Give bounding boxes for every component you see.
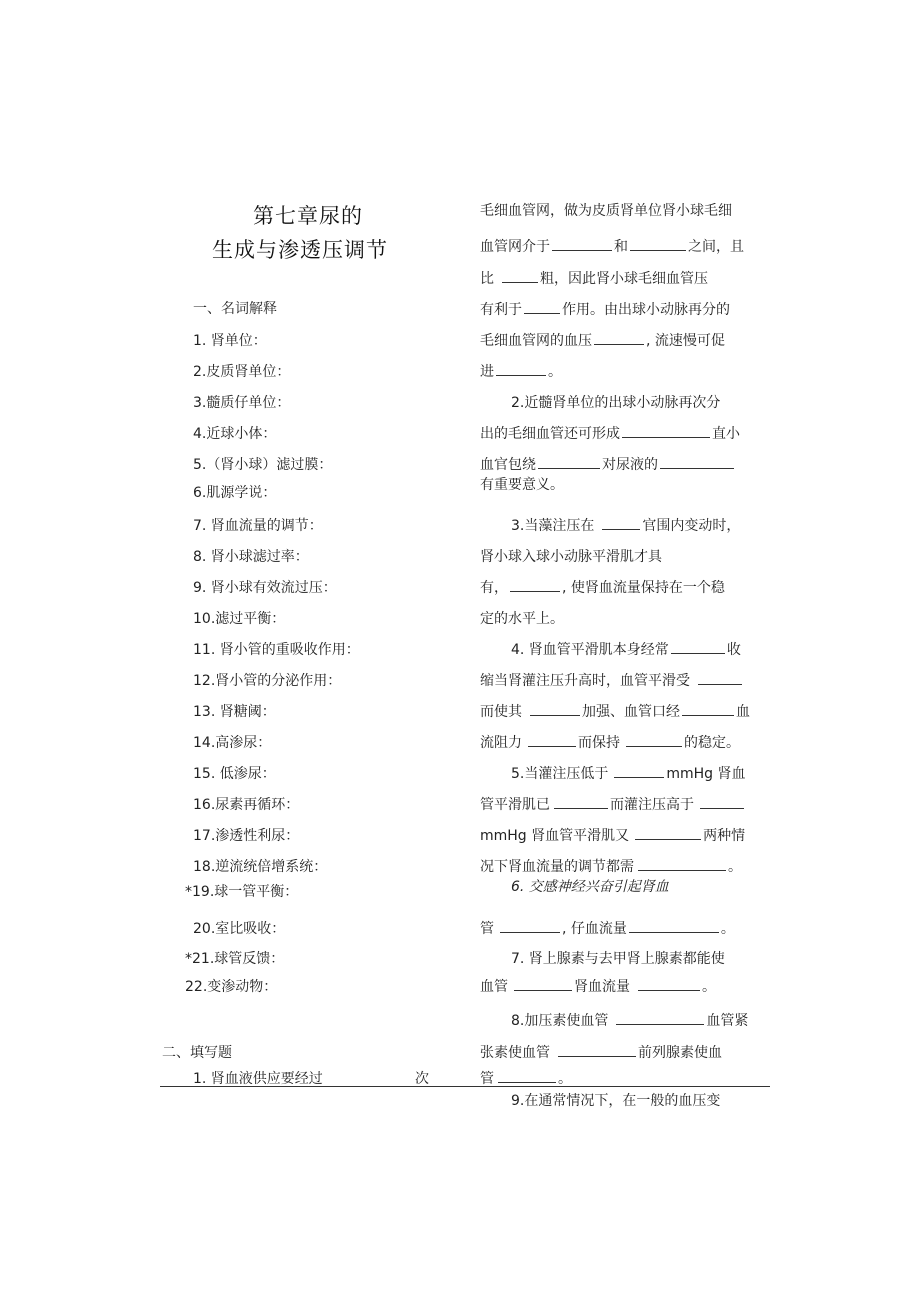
term-item: *21.球管反馈： — [185, 951, 285, 967]
fill-question-1: 1. 肾血液供应要经过 — [193, 1071, 323, 1087]
right-line: 流阻力 而保持 的稳定。 — [480, 732, 740, 752]
right-line: 血官包绕 对尿液的 — [480, 454, 736, 474]
answer-blank — [616, 1010, 704, 1025]
answer-blank — [626, 732, 682, 747]
right-line: 6. 交感神经兴奋引起肾血 — [511, 879, 669, 895]
term-item: 2.皮质肾单位： — [193, 364, 291, 380]
term-item: 12.肾小管的分泌作用： — [193, 673, 342, 689]
term-item: 8. 肾小球滤过率： — [193, 549, 309, 565]
right-line: 4. 肾血管平滑肌本身经常 收 — [511, 639, 741, 659]
answer-blank — [594, 330, 644, 345]
term-item: 5.（肾小球）滤过膜： — [193, 457, 333, 473]
term-item: 13. 肾糖阈： — [193, 704, 276, 720]
term-item: 16.尿素再循环： — [193, 797, 300, 813]
answer-blank — [558, 1042, 636, 1057]
answer-blank — [524, 299, 560, 314]
section-heading-terms: 一、名词解释 — [193, 301, 277, 317]
answer-blank — [700, 794, 744, 809]
answer-blank — [660, 454, 734, 469]
answer-blank — [622, 423, 710, 438]
answer-blank — [498, 1068, 556, 1083]
right-line: 毛细血管网的血压 , 流速慢可促 — [480, 330, 725, 350]
right-line: 比 粗，因此肾小球毛细血管压 — [480, 268, 708, 288]
answer-blank — [530, 701, 580, 716]
term-item: 9. 肾小球有效流过压： — [193, 580, 337, 596]
answer-blank — [510, 577, 560, 592]
answer-blank — [630, 236, 686, 251]
right-line: mmHg 肾血管平滑肌又 两种情 — [480, 825, 745, 845]
answer-blank — [629, 918, 719, 933]
right-line: 况下肾血流量的调节都需 。 — [480, 856, 742, 876]
right-line: 有利于 作用。由出球小动脉再分的 — [480, 299, 730, 319]
term-item: 18.逆流统倍增系统： — [193, 859, 328, 875]
answer-blank — [514, 976, 572, 991]
right-line: 血管 肾血流量 。 — [480, 976, 716, 996]
right-line: 血管网介于 和 之间，且 — [480, 236, 744, 256]
term-item: 17.渗透性利尿： — [193, 828, 300, 844]
right-line: 张素使血管 前列腺素使血 — [480, 1042, 722, 1062]
term-item: 14.高渗尿： — [193, 735, 272, 751]
answer-blank — [698, 670, 742, 685]
right-line: 缩当肾灌注压升高时，血管平滑受 — [480, 670, 744, 690]
right-line: 出的毛细血管还可形成 直小 — [480, 423, 740, 443]
answer-blank — [528, 732, 576, 747]
term-item: 7. 肾血流量的调节： — [193, 518, 323, 534]
right-line: 管 。 — [480, 1068, 572, 1088]
term-item: 10.滤过平衡： — [193, 611, 286, 627]
term-item: 15. 低渗尿： — [193, 766, 276, 782]
answer-blank — [538, 454, 600, 469]
fill-question-1-suffix: 次 — [415, 1071, 429, 1087]
answer-blank — [554, 794, 608, 809]
page-title-line2: 生成与渗透压调节 — [212, 238, 388, 262]
answer-blank — [671, 639, 725, 654]
term-item: 4.近球小体： — [193, 426, 277, 442]
term-item: 20.室比吸收： — [193, 921, 286, 937]
right-line: 管 , 仔血流量 。 — [480, 918, 735, 938]
answer-blank — [500, 918, 560, 933]
right-line: 有重要意义。 — [480, 477, 564, 493]
answer-blank — [602, 515, 640, 530]
term-item: 11. 肾小管的重吸收作用： — [193, 642, 360, 658]
right-line: 8.加压素使血管 血管紧 — [511, 1010, 748, 1030]
answer-blank — [635, 825, 701, 840]
right-line: 7. 肾上腺素与去甲肾上腺素都能使 — [511, 951, 725, 967]
right-line: 毛细血管网，做为皮质肾单位肾小球毛细 — [480, 203, 732, 219]
right-line: 5.当灌注压低于 mmHg 肾血 — [511, 763, 746, 783]
answer-blank — [502, 268, 538, 283]
right-line: 肾小球入球小动脉平滑肌才具 — [480, 549, 662, 565]
right-line: 而使其 加强、血管口经 血 — [480, 701, 750, 721]
page-title-line1: 第七章尿的 — [253, 204, 363, 228]
term-item: 22.变渗动物： — [185, 979, 278, 995]
horizontal-rule — [160, 1086, 770, 1087]
answer-blank — [682, 701, 734, 716]
section-heading-fill: 二、填写题 — [162, 1045, 232, 1061]
answer-blank — [552, 236, 612, 251]
right-line: 进 。 — [480, 361, 562, 381]
right-line: 定的水平上。 — [480, 611, 564, 627]
right-line: 2.近髓肾单位的出球小动脉再次分 — [511, 395, 721, 411]
right-line: 管平滑肌已 而灌注压高于 — [480, 794, 746, 814]
right-line: 3.当藻注压在 官围内变动时， — [511, 515, 740, 535]
right-line: 有， , 使肾血流量保持在一个稳 — [480, 577, 725, 597]
right-line: 9.在通常情况下，在一般的血压变 — [511, 1093, 721, 1109]
term-item: 3.髓质仔单位： — [193, 395, 291, 411]
term-item: *19.球一管平衡： — [185, 884, 299, 900]
answer-blank — [638, 856, 726, 871]
answer-blank — [496, 361, 546, 376]
answer-blank — [638, 976, 700, 991]
term-item: 6.肌源学说： — [193, 485, 277, 501]
term-item: 1. 肾单位： — [193, 333, 267, 349]
answer-blank — [614, 763, 664, 778]
